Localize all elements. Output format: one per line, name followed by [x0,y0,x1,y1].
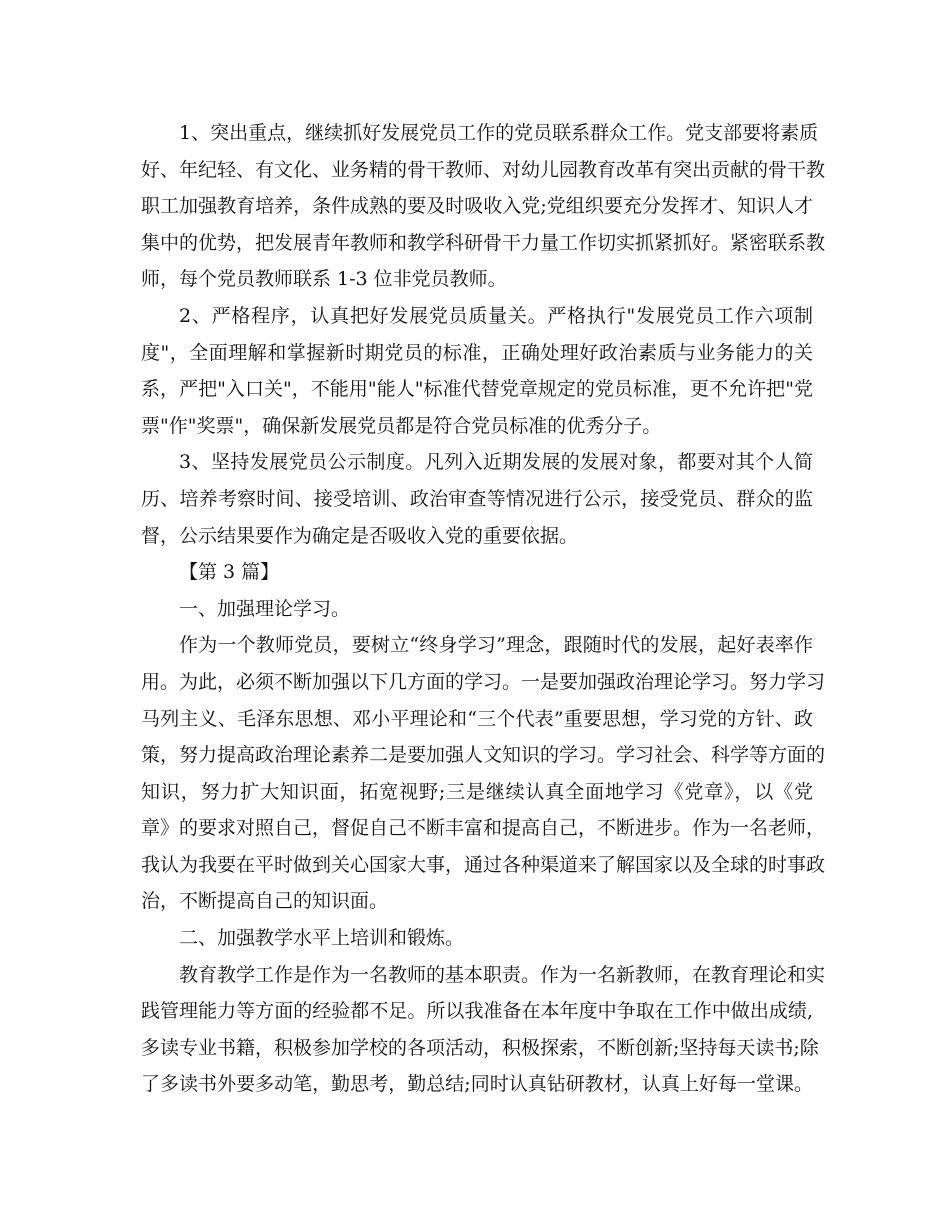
text-line: 3、坚持发展党员公示制度。凡列入近期发展的发展对象，都要对其个人简 [179,451,813,474]
paragraph-item-2 [141,298,813,444]
text-line: 历、培养考察时间、接受培训、政治审查等情况进行公示，接受党员、群众的监 [141,487,813,510]
paragraph-item-1 [141,115,826,298]
text-line: 用。为此，必须不断加强以下几方面的学习。一是要加强政治理论学习。努力学习 [141,670,826,693]
text-line: 票"作"奖票"，确保新发展党员都是符合党员标准的优秀分子。 [141,414,662,437]
text-line: 作为一个教师党员，要树立“终身学习”理念，跟随时代的发展，起好表率作 [179,634,813,657]
section-heading-1: 一、加强理论学习。 [179,597,351,620]
text-line: 策，努力提高政治理论素养二是要加强人文知识的学习。学习社会、科学等方面的 [141,744,826,767]
text-line: 马列主义、毛泽东思想、邓小平理论和“三个代表”重要思想，学习党的方针、政 [141,707,813,730]
text-line: 2、严格程序，认真把好发展党员质量关。严格执行"发展党员工作六项制 [179,304,813,327]
article-heading: 【第 3 篇】 [179,561,280,584]
text-line: 系，严把"入口关"，不能用"能人"标准代替党章规定的党员标准，更不允许把"党 [141,378,813,401]
text-line: 度"，全面理解和掌握新时期党员的标准，正确处理好政治素质与业务能力的关 [141,341,813,364]
paragraph-study [141,627,826,920]
text-line: 师，每个党员教师联系 1-3 位非党员教师。 [141,268,507,291]
text-line: 多读专业书籍，积极参加学校的各项活动，积极探索，不断创新;坚持每天读书;除 [141,1036,819,1059]
text-line: 教育教学工作是作为一名教师的基本职责。作为一名新教师，在教育理论和实 [179,963,826,986]
text-line: 了多读书外要多动笔，勤思考，勤总结;同时认真钻研教材，认真上好每一堂课。 [141,1073,813,1096]
document-body [141,115,826,1103]
text-line: 治，不断提高自己的知识面。 [141,890,389,913]
text-line: 好、年纪轻、有文化、业务精的骨干教师、对幼儿园教育改革有突出贡献的骨干教 [141,158,826,181]
section-heading-2: 二、加强教学水平上培训和锻炼。 [179,927,465,950]
text-line: 职工加强教育培养，条件成熟的要及时吸收入党;党组织要充分发挥才、知识人才 [141,195,813,218]
text-line: 1、突出重点，继续抓好发展党员工作的党员联系群众工作。党支部要将素质 [179,122,819,144]
paragraph-teaching [141,957,826,1103]
text-line: 督，公示结果要作为确定是否吸收入党的重要依据。 [141,524,579,547]
text-line: 践管理能力等方面的经验都不足。所以我准备在本年度中争取在工作中做出成绩, [141,1000,813,1023]
paragraph-item-3 [141,444,813,554]
text-line: 我认为我要在平时做到关心国家大事，通过各种渠道来了解国家以及全球的时事政 [141,853,826,876]
text-line: 集中的优势，把发展青年教师和教学科研骨干力量工作切实抓紧抓好。紧密联系教 [141,231,826,254]
text-line: 知识，努力扩大知识面，拓宽视野;三是继续认真全面地学习《党章》，以《党 [141,780,813,803]
text-line: 章》的要求对照自己，督促自己不断丰富和提高自己，不断进步。作为一名老师， [141,817,826,840]
